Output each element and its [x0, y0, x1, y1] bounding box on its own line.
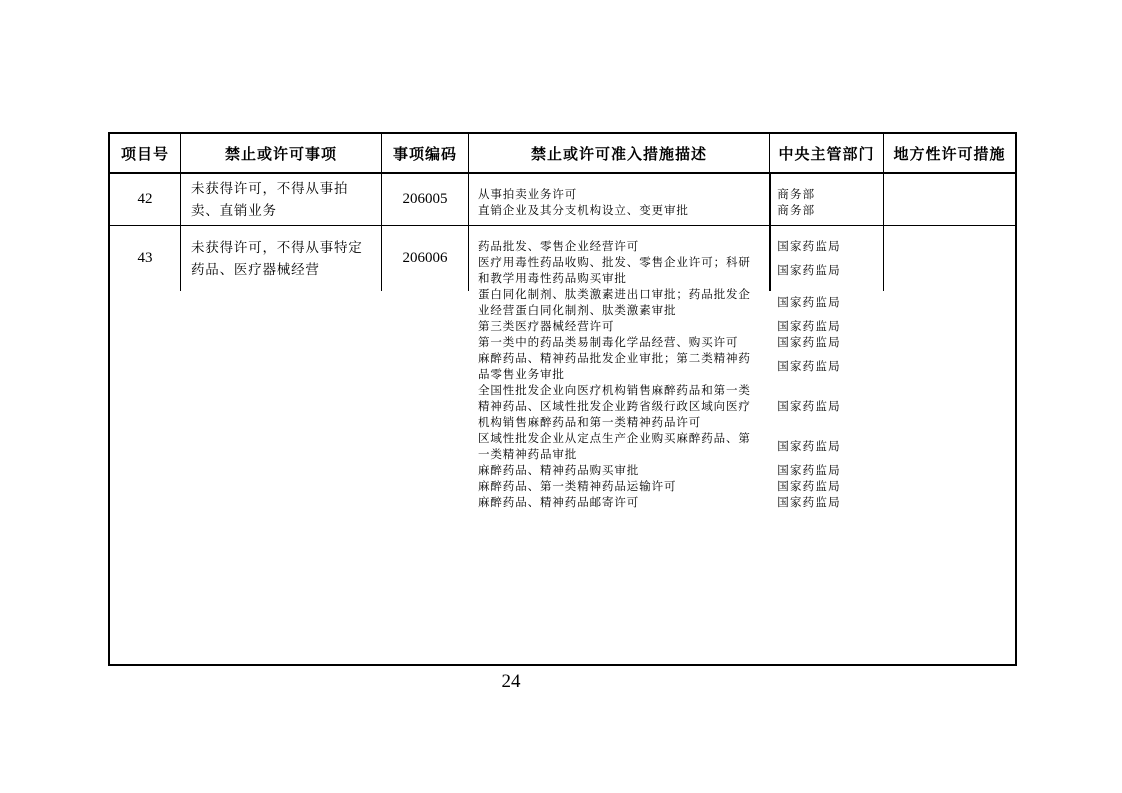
page-number: 24 — [501, 671, 521, 692]
measure-department: 商务部 — [777, 205, 816, 217]
measure-text: 药品批发、零售企业经营许可 — [478, 241, 640, 253]
measure-text: 麻醉药品、第一类精神药品运输许可 — [478, 481, 677, 493]
header-cell-matter-code: 事项编码 — [382, 134, 469, 172]
measure-row — [469, 463, 883, 479]
measure-row — [469, 255, 883, 287]
row-measures-cell — [469, 174, 884, 225]
measure-department: 商务部 — [777, 189, 816, 201]
header-cell-item-number: 项目号 — [110, 134, 181, 172]
measure-department: 国家药监局 — [777, 265, 841, 277]
measure-row — [469, 319, 883, 335]
measure-text: 麻醉药品、精神药品邮寄许可 — [478, 497, 640, 509]
measure-row — [469, 351, 883, 383]
measure-text: 直销企业及其分支机构设立、变更审批 — [478, 205, 689, 217]
row-id-cell: 42 — [110, 174, 181, 225]
measures-list — [469, 226, 883, 509]
measure-department: 国家药监局 — [777, 497, 841, 509]
measure-department: 国家药监局 — [777, 481, 841, 493]
table-header-row — [110, 134, 1015, 174]
measure-department: 国家药监局 — [777, 321, 841, 333]
measure-row — [469, 203, 883, 219]
header-cell-local-measures: 地方性许可措施 — [893, 146, 1006, 163]
row-item-cell: 未获得许可，不得从事特定药品、医疗器械经营 — [181, 226, 382, 291]
access-measures-table — [108, 132, 1017, 666]
measure-row — [469, 479, 883, 495]
row-id-cell: 43 — [110, 226, 181, 291]
measure-text: 蛋白同化制剂、肽类激素进出口审批；药品批发企业经营蛋白同化制剂、肽类激素审批 — [478, 289, 751, 317]
measure-department: 国家药监局 — [777, 465, 841, 477]
row-local-measures-cell — [884, 226, 1015, 291]
row-local-measures-cell — [884, 174, 1015, 225]
measures-list — [469, 174, 883, 225]
measure-text: 第一类中的药品类易制毒化学品经营、购买许可 — [478, 337, 739, 349]
header-cell-prohibited-matter: 禁止或许可事项 — [181, 134, 382, 172]
header-cell-measure-description: 禁止或许可准入措施描述 — [469, 134, 770, 172]
measure-text: 从事拍卖业务许可 — [478, 189, 578, 201]
row-code-cell: 206006 — [382, 226, 469, 291]
measure-text: 麻醉药品、精神药品购买审批 — [478, 465, 640, 477]
measure-row — [469, 431, 883, 463]
measure-row — [469, 335, 883, 351]
measure-department: 国家药监局 — [777, 337, 841, 349]
measure-text: 麻醉药品、精神药品批发企业审批；第二类精神药品零售业务审批 — [478, 353, 751, 381]
measure-row — [469, 239, 883, 255]
row-item-cell: 未获得许可，不得从事拍卖、直销业务 — [181, 174, 382, 225]
row-code-cell: 206005 — [382, 174, 469, 225]
measure-text: 第三类医疗器械经营许可 — [478, 321, 615, 333]
measure-department: 国家药监局 — [777, 297, 841, 309]
measure-text: 区域性批发企业从定点生产企业购买麻醉药品、第一类精神药品审批 — [478, 433, 751, 461]
measure-text: 医疗用毒性药品收购、批发、零售企业许可；科研和教学用毒性药品购买审批 — [478, 257, 751, 285]
row-measures-cell — [469, 226, 884, 509]
measure-row — [469, 287, 883, 319]
measure-department: 国家药监局 — [777, 361, 841, 373]
header-cell-central-department: 中央主管部门 — [770, 134, 884, 172]
measure-row — [469, 187, 883, 203]
measure-row — [469, 495, 883, 511]
table-row — [110, 226, 1015, 509]
table-row — [110, 174, 1015, 226]
measure-department: 国家药监局 — [777, 441, 841, 453]
measure-text: 全国性批发企业向医疗机构销售麻醉药品和第一类精神药品、区域性批发企业跨省级行政区域向医疗机构销售麻醉药品和第一类精神药品许可 — [478, 385, 751, 429]
measure-department: 国家药监局 — [777, 401, 841, 413]
measure-row — [469, 383, 883, 431]
measure-department: 国家药监局 — [777, 241, 841, 253]
